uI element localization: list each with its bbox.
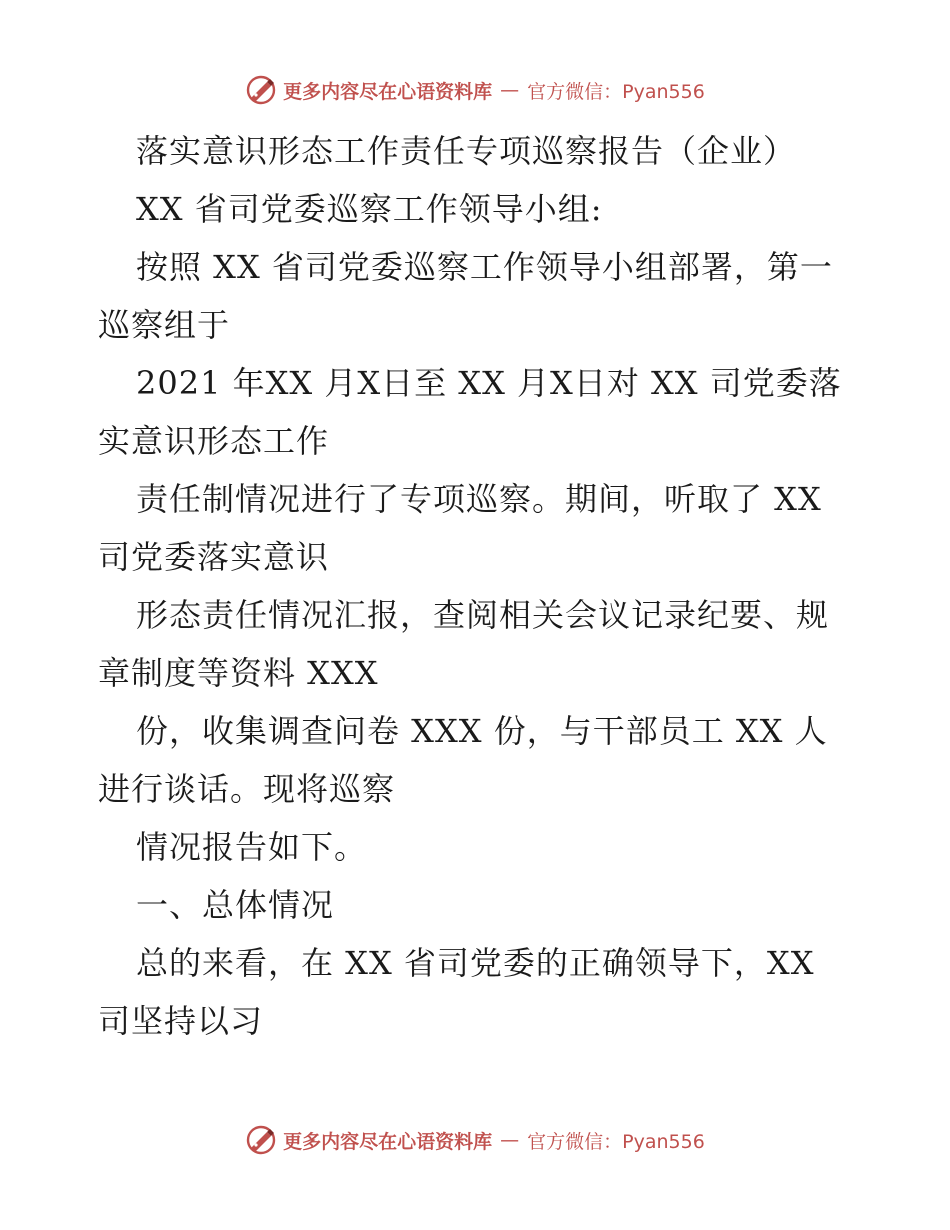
text-line: 按照 XX 省司党委巡察工作领导小组部署，第一	[136, 248, 833, 286]
text-line: 形态责任情况汇报，查阅相关会议记录纪要、规	[136, 596, 830, 634]
text-line: 巡察组于	[98, 306, 231, 344]
text-line: 一、总体情况	[136, 886, 335, 924]
pen-logo-icon	[245, 1124, 277, 1156]
text-line: 份，收集调查问卷 XXX 份，与干部员工 XX 人	[136, 712, 828, 750]
text-line: 实意识形态工作	[98, 422, 330, 460]
banner-content	[245, 1124, 705, 1156]
text-line: XX 省司党委巡察工作领导小组:	[136, 190, 603, 228]
banner-main-text: 更多内容尽在心语资料库	[283, 1130, 493, 1153]
banner-content	[245, 74, 705, 106]
text-line: 司坚持以习	[98, 1002, 264, 1040]
text-line: 落实意识形态工作责任专项巡察报告（企业）	[136, 132, 797, 170]
text-line: 责任制情况进行了专项巡察。期间，听取了 XX	[136, 480, 822, 518]
banner-main-text: 更多内容尽在心语资料库	[283, 80, 493, 103]
text-line: 2021 年XX 月X日至 XX 月X日对 XX 司党委落	[136, 364, 842, 402]
footer-watermark-banner	[0, 1120, 950, 1160]
pen-logo-icon	[245, 74, 277, 106]
banner-separator: —	[500, 79, 520, 101]
document-body	[98, 122, 858, 1050]
text-line: 司党委落实意识	[98, 538, 330, 576]
banner-wechat-text: 官方微信：Pyan556	[527, 1130, 705, 1153]
text-line: 章制度等资料 XXX	[98, 654, 379, 692]
text-line: 总的来看，在 XX 省司党委的正确领导下，XX	[136, 944, 815, 982]
banner-wechat-text: 官方微信：Pyan556	[527, 80, 705, 103]
header-watermark-banner	[0, 70, 950, 110]
banner-separator: —	[500, 1129, 520, 1151]
text-line: 情况报告如下。	[136, 828, 368, 866]
text-line: 进行谈话。现将巡察	[98, 770, 396, 808]
